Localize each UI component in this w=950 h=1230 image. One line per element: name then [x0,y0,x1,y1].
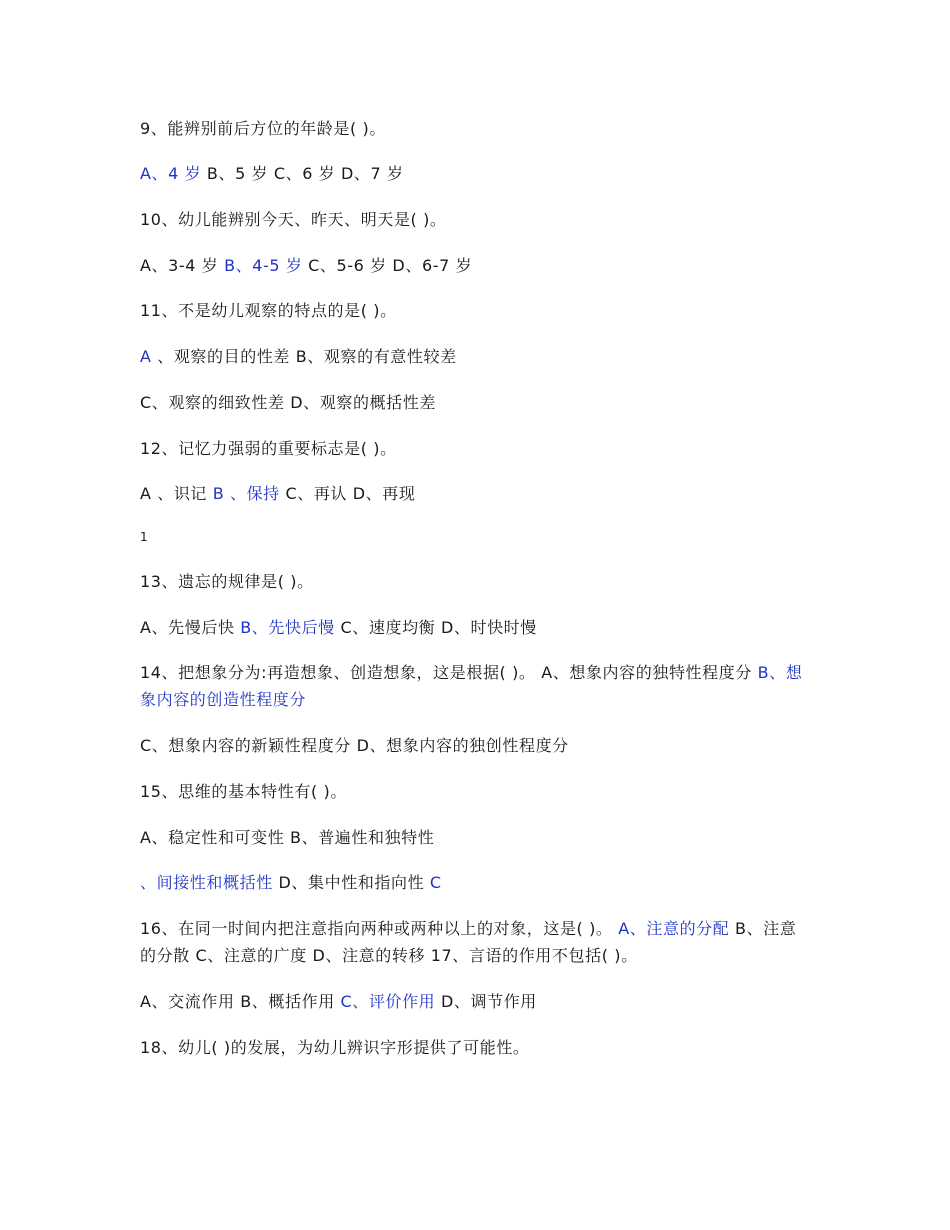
line-text: 10、幼儿能辨别今天、昨天、明天是( )。 [140,210,447,229]
line-text: 14、把想象分为:再造想象、创造想象，这是根据( )。 A、想象内容的独特性程度分 [140,663,758,682]
answer-text: C、评价作用 [340,992,436,1011]
question-9-options [140,160,820,187]
line-text: A 、识记 [140,484,213,503]
line-text: C、观察的细致性差 D、观察的概括性差 [140,393,436,412]
question-14-options [140,732,820,759]
line-text: C、再认 D、再现 [279,484,416,503]
line-text: C、5-6 岁 D、6-7 岁 [302,256,473,275]
line-text: 1 [140,530,148,544]
answer-text: B、想象内容的创造性程度分 [140,663,803,709]
question-9 [140,115,820,142]
question-18 [140,1034,820,1061]
question-11-options-cd [140,389,820,416]
question-15-options-ab [140,824,820,851]
answer-text: B 、保持 [212,484,280,503]
page-number [140,524,820,551]
question-10-options [140,252,820,279]
line-text: B、注意的分散 C、注意的广度 D、注意的转移 17、言语的作用不包括( )。 [140,919,797,965]
answer-text: 、间接性和概括性 [140,873,273,892]
line-text: 15、思维的基本特性有( )。 [140,782,347,801]
answer-text: A [140,347,152,366]
line-text: 13、遗忘的规律是( )。 [140,572,314,591]
line-text: 18、幼儿( )的发展，为幼儿辨识字形提供了可能性。 [140,1038,530,1057]
question-12-options [140,480,820,507]
question-15-options-cd [140,869,820,896]
line-text: 16、在同一时间内把注意指向两种或两种以上的对象，这是( )。 [140,919,619,938]
line-text: A、交流作用 B、概括作用 [140,992,341,1011]
question-16-17 [140,915,805,969]
line-text: 、观察的目的性差 B、观察的有意性较差 [151,347,457,366]
line-text: A、3-4 岁 [140,256,225,275]
question-15 [140,778,820,805]
answer-text: B、4-5 岁 [224,256,303,275]
line-text: D、集中性和指向性 [272,873,430,892]
question-14 [140,659,805,713]
line-text: B、5 岁 C、6 岁 D、7 岁 [201,164,404,183]
answer-text: A、4 岁 [140,164,202,183]
line-text: 11、不是幼儿观察的特点的是( )。 [140,301,397,320]
line-text: A、先慢后快 [140,618,241,637]
answer-text: C [429,873,442,892]
question-11 [140,297,820,324]
question-17-options [140,988,820,1015]
line-text: D、调节作用 [435,992,537,1011]
question-11-options-ab [140,343,820,370]
question-12 [140,435,820,462]
line-text: C、速度均衡 D、时快时慢 [334,618,537,637]
question-10 [140,206,820,233]
question-13 [140,568,820,595]
line-text: 12、记忆力强弱的重要标志是( )。 [140,439,397,458]
line-text: C、想象内容的新颖性程度分 D、想象内容的独创性程度分 [140,736,569,755]
question-13-options [140,614,820,641]
line-text: 9、能辨别前后方位的年龄是( )。 [140,119,386,138]
answer-text: B、先快后慢 [240,618,335,637]
answer-text: A、注意的分配 [618,919,730,938]
line-text: A、稳定性和可变性 B、普遍性和独特性 [140,828,435,847]
